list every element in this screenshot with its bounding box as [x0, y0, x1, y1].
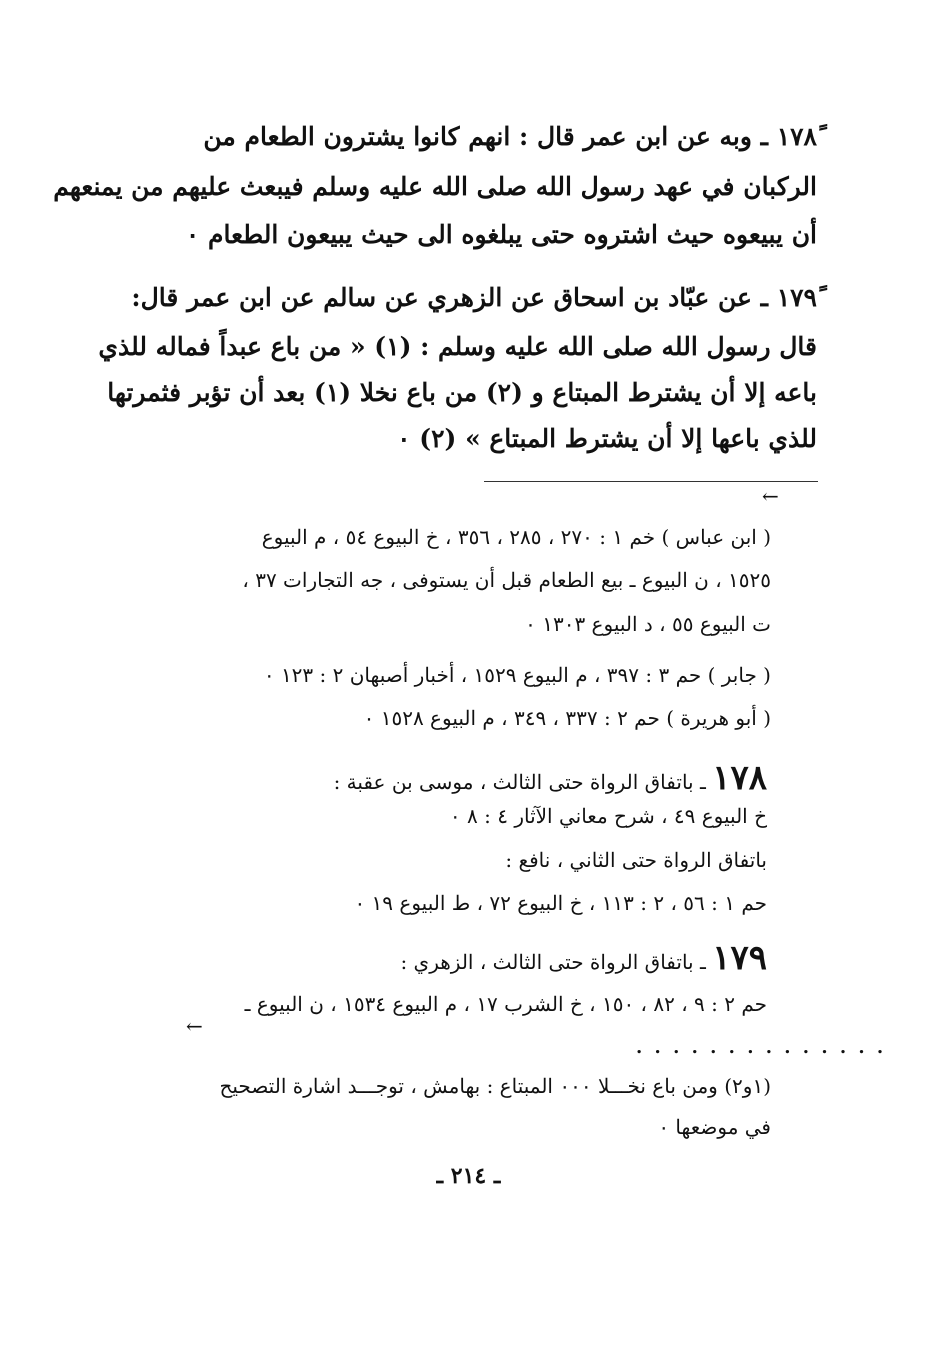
correction-note-line-2: في موضعها ٠	[658, 1115, 771, 1139]
note-ibn-abbas-line-2: ١٥٢٥ ، ن البيوع ـ بيع الطعام قبل أن يستوفى ، جه التجارات ٣٧ ،	[242, 568, 771, 592]
note-179-number: ١٧٩	[712, 938, 767, 978]
footnote-separator	[484, 481, 818, 482]
note-abu-hurayra: ( أبو هريرة ) حم ٢ : ٣٣٧ ، ٣٤٩ ، م البيوع ١٥٢٨ ٠	[363, 706, 771, 730]
hadith-178-line-3: أن يبيعوه حيث اشتروه حتى يبلغوه الى حيث يبيعون الطعام ٠	[185, 220, 817, 249]
note-178-number: ١٧٨	[712, 758, 767, 798]
note-179-line-a: حم ٢ : ٩ ، ٨٢ ، ١٥٠ ، خ الشرب ١٧ ، م البيوع ١٥٣٤ ، ن البيوع ـ	[244, 992, 767, 1016]
note-ibn-abbas-line-1: ( ابن عباس ) خم ١ : ٢٧٠ ، ٢٨٥ ، ٣٥٦ ، خ البيوع ٥٤ ، م البيوع	[261, 525, 771, 549]
note-178-heading	[334, 758, 767, 798]
hadith-178-line-1: ١٧٨ً ـ وبه عن ابن عمر قال : انهم كانوا يشترون الطعام من	[203, 122, 817, 151]
hadith-179-line-3: باعه إلا أن يشترط المبتاع و (٢) من باع نخلا (١) بعد أن تؤبر فثمرتها	[107, 378, 817, 407]
note-178-line-a: خ البيوع ٤٩ ، شرح معاني الآثار ٤ : ٨ ٠	[449, 804, 767, 828]
dotted-separator: . . . . . . . . . . . . . .	[636, 1037, 887, 1058]
arrow-left-icon: ←	[762, 484, 779, 508]
hadith-178-line-2: الركبان في عهد رسول الله صلى الله عليه وسلم فيبعث عليهم من يمنعهم	[53, 172, 817, 201]
arrow-left-icon: ←	[186, 1014, 203, 1038]
note-179-title: ـ باتفاق الرواة حتى الثالث ، الزهري :	[400, 950, 706, 974]
hadith-179-line-1: ١٧٩ً ـ عن عبّاد بن اسحاق عن الزهري عن سالم عن ابن عمر قال:	[131, 283, 817, 312]
note-178-line-c: حم ١ : ٥٦ ، ٢ : ١١٣ ، خ البيوع ٧٢ ، ط البيوع ١٩ ٠	[354, 891, 767, 915]
hadith-179-line-4: للذي باعها إلا أن يشترط المبتاع » (٢) ٠	[397, 424, 817, 453]
note-178-title: ـ باتفاق الرواة حتى الثالث ، موسى بن عقبة :	[333, 770, 706, 794]
correction-note-line-1: (١و٢) ومن باع نخـــلا ٠٠٠ المبتاع : بهامش ، توجـــد اشارة التصحيح	[219, 1074, 771, 1098]
page-number: ـ ٢١٤ ـ	[436, 1163, 501, 1189]
note-jabir: ( جابر ) حم ٣ : ٣٩٧ ، م البيوع ١٥٢٩ ، أخبار أصبهان ٢ : ١٢٣ ٠	[263, 663, 771, 687]
note-ibn-abbas-line-3: ت البيوع ٥٥ ، د البيوع ١٣٠٣ ٠	[525, 612, 771, 636]
hadith-179-line-2: قال رسول الله صلى الله عليه وسلم : (١) « من باع عبداً فماله للذي	[98, 332, 817, 361]
note-178-line-b: باتفاق الرواة حتى الثاني ، نافع :	[505, 848, 767, 872]
note-179-heading	[400, 938, 767, 978]
